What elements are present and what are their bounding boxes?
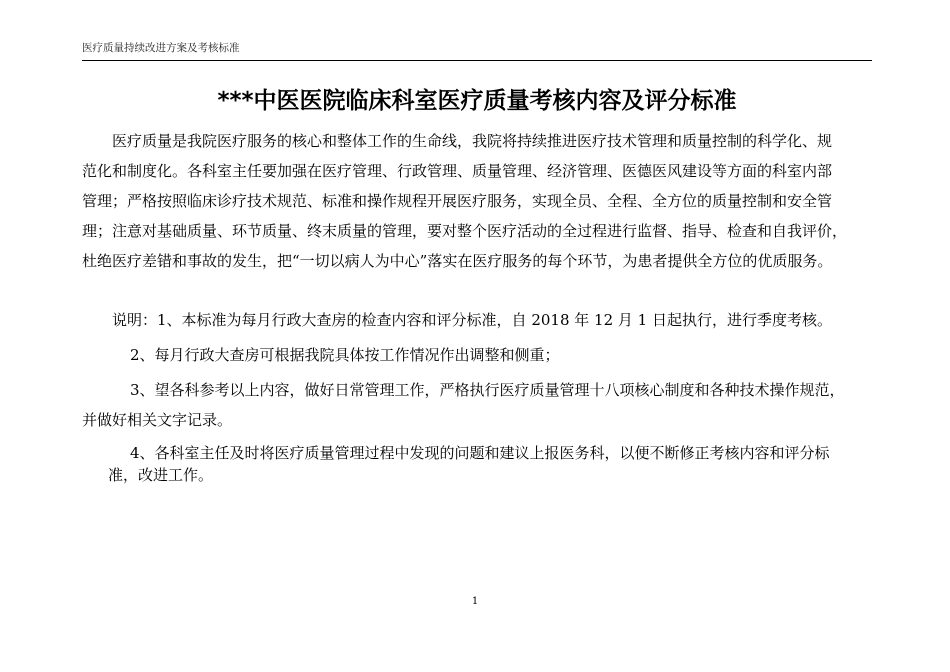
page-title: ***中医医院临床科室医疗质量考核内容及评分标准 [217, 88, 737, 114]
note-item-3 [82, 375, 872, 435]
note-4-line: 准，改进工作。 [108, 466, 214, 484]
intro-line: 范化和制度化。各科室主任要加强在医疗管理、行政管理、质量管理、经济管理、医德医风建设等方面的科室内部 [82, 162, 833, 180]
note-item-4 [82, 442, 862, 486]
note-item-2: 2、每月行政大查房可根据我院具体按工作情况作出调整和侧重； [130, 346, 560, 364]
intro-paragraph [82, 126, 872, 276]
note-item-1: 说明：1、本标准为每月行政大查房的检查内容和评分标准，自 2018 年 12 月 1 日起执行，进行季度考核。 [112, 311, 832, 329]
intro-line: 管理；严格按照临床诊疗技术规范、标准和操作规程开展医疗服务，实现全员、全程、全方位的质量控制和安全管 [82, 192, 833, 210]
header-divider [82, 60, 872, 61]
running-header: 医疗质量持续改进方案及考核标准 [82, 42, 240, 54]
note-3-line: 3、望各科参考以上内容，做好日常管理工作，严格执行医疗质量管理十八项核心制度和各种技术操作规范， [130, 381, 845, 399]
intro-line: 医疗质量是我院医疗服务的核心和整体工作的生命线，我院将持续推进医疗技术管理和质量控制的科学化、规 [112, 132, 833, 150]
page-number: 1 [471, 596, 479, 607]
intro-line: 理；注意对基础质量、环节质量、终末质量的管理，要对整个医疗活动的全过程进行监督、指导、检查和自我评价， [82, 222, 848, 240]
note-3-line: 并做好相关文字记录。 [82, 411, 233, 429]
intro-line: 杜绝医疗差错和事故的发生，把“一切以病人为中心”落实在医疗服务的每个环节，为患者提供全方位的优质服务。 [82, 252, 833, 270]
note-4-line: 4、各科室主任及时将医疗质量管理过程中发现的问题和建议上报医务科，以便不断修正考核内容和评分标 [130, 444, 830, 462]
